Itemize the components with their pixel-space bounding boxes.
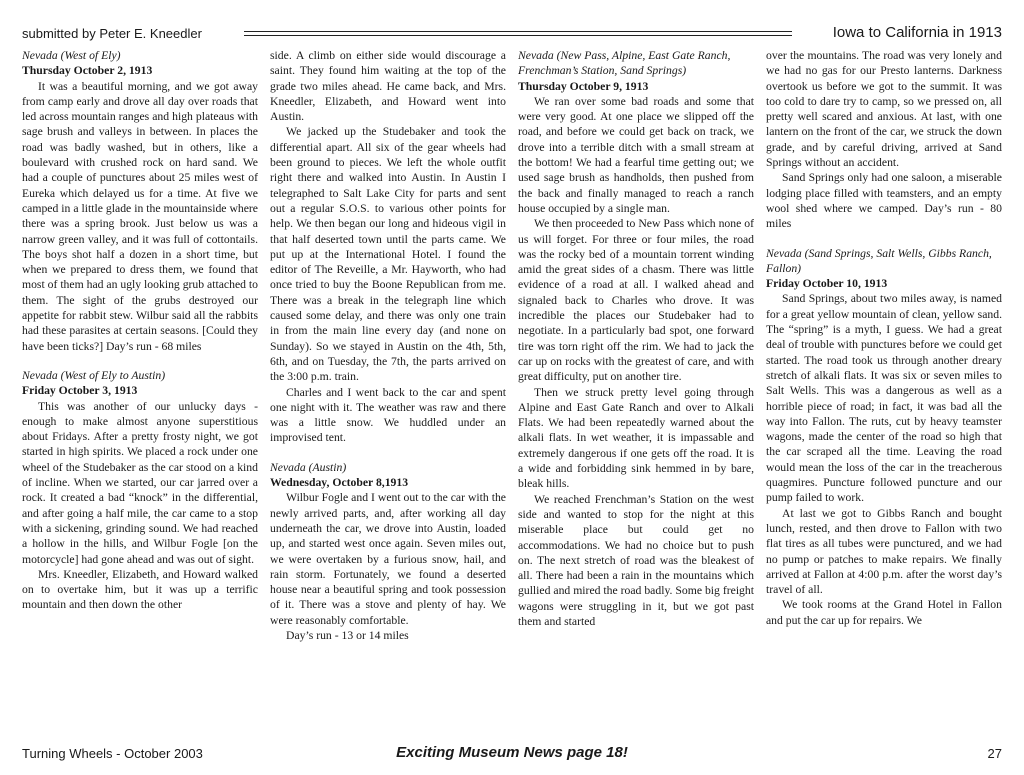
section-gap [270, 446, 506, 460]
page-number: 27 [987, 746, 1002, 761]
entry-date: Thursday October 2, 1913 [22, 64, 153, 78]
section-gap [22, 354, 258, 368]
section-heading: Nevada (Austin) [270, 460, 347, 474]
paragraph: Wilbur Fogle and I went out to the car with the newly arrived parts, and, after working all day underneath the car, we drove into Austin, loaded up, and started west once again. Seven miles out, we were overtaken by a furious snow, hail, and rain storm. Fortunately, we found a deserted house near a beautiful spring and took possession of it. There was a stove and plenty of hay. We were reasonably comfortable. [270, 491, 506, 627]
page-header [22, 24, 1002, 44]
paragraph: Charles and I went back to the car and spent one night with it. The weather was raw and there was a little snow. We huddled under an improvised tent. [270, 385, 506, 445]
entry-date: Friday October 3, 1913 [22, 384, 138, 398]
paragraph: This was another of our unlucky days - enough to make almost anyone superstitious about Fridays. After a pretty frosty night, we got started in high spirits. We placed a rock under one wheel of the Studebaker as the car stood on a kind of incline. When we started, our car jarred over a rock. It created a bad “knock” in the differential, and after going a half mile, the car came to a stop with a sickening, grinding sound. We had reached a hollow in the hills, and Wilbur Fogle [on the motorcycle] had gone ahead and was out of sight. [22, 399, 258, 566]
paragraph: We reached Frenchman’s Station on the west side and wanted to stop for the night at this miserable place but could get no accommodations. We had no choice but to push on. The next stretch of road was the bleakest of all. There had been a rain in the mountains which gullied and mired the road badly. Some big freight wagons were struggling in it, but we got past them and started [518, 492, 754, 628]
paragraph: We ran over some bad roads and some that were very good. At one place we slipped off the road, and before we could get back on track, we drove into a terrible ditch with a small stream at the bottom! We had a fearful time getting out; we used sage brush as handholds, then pushed from the back and finally managed to reach a ranch house occupied by a single man. [518, 94, 754, 215]
column-2 [270, 48, 506, 730]
section-heading: Nevada (West of Ely to Austin) [22, 368, 166, 382]
entry-date: Friday October 10, 1913 [766, 277, 888, 291]
footer-tagline: Exciting Museum News page 18! [396, 744, 628, 761]
article-body [22, 48, 1002, 730]
page-footer [22, 744, 1002, 764]
author-credit: submitted by Peter E. Kneedler [22, 26, 202, 41]
paragraph: We then proceeded to New Pass which none of us will forget. For three or four miles, the road was the rocky bed of a mountain torrent winding amid the great sides of a chasm. There was little evidence of a road at all. I walked ahead and signaled back to Charles who drove. It was incredible the places our Studebaker had to negotiate. In a particularly bad spot, one forward tire was torn right off the rim. We had to jack the car up on rocks with the greatest of care, and with great difficulty, put on another tire. [518, 217, 754, 384]
article-title: Iowa to California in 1913 [832, 24, 1002, 41]
paragraph: We jacked up the Studebaker and took the differential apart. All six of the gear wheels had been ground to pieces. We left the whole outfit right there and walked into Austin. In Austin I telegraphed to Salt Lake City for parts and sent out a regular S.O.S. to various other points for help. We then began our long and hideous vigil in that half deserted town until the parts came. We put up at the International Hotel. I found the editor of The Reveille, a Mr. Hayworth, who had once tried to buy the Boone Republican from me. There was a break in the telegraph line which caused some delay, and there was only one train in from the main line every day (and none on Sunday). So we stayed in Austin on the 4th, 5th, 6th, and on Tuesday, the 7th, the parts arrived on the 3:00 p.m. train. [270, 125, 506, 384]
entry-date: Wednesday, October 8,1913 [270, 476, 409, 490]
column-4 [766, 48, 1002, 730]
column-1 [22, 48, 258, 730]
section-heading: Nevada (Sand Springs, Salt Wells, Gibbs Ranch, Fallon) [766, 246, 992, 275]
header-rule-top [244, 31, 792, 32]
header-rule-bottom [244, 35, 792, 36]
paragraph: Mrs. Kneedler, Elizabeth, and Howard walked on to overtake him, but it was up a terrific mountain and then down the other [22, 567, 258, 612]
paragraph: Sand Springs, about two miles away, is named for a great yellow mountain of clean, yellow sand. The “spring” is a myth, I guess. We had a great deal of trouble with punctures before we could get started. The road took us through another dreary stretch of alkali flats. It was six or seven miles to Salt Wells. This was a dangerous as well as a horrible piece of road; in fact, it was bad all the way into Fallon. The ruts, cut by heavy teamster wagons, made the center of the road so high that the car scraped all the time. Leaving the road would mean the loss of the car in the treacherous quagmires. Puncture followed puncture and our pump failed to work. [766, 292, 1002, 505]
section-heading: Nevada (West of Ely) [22, 49, 121, 62]
section-heading: Nevada (New Pass, Alpine, East Gate Ranch, Frenchman’s Station, Sand Springs) [518, 49, 731, 78]
section-gap [766, 232, 1002, 246]
column-3 [518, 48, 754, 730]
paragraph: Then we struck pretty level going through Alpine and East Gate Ranch and over to Alkali Flats. We had been repeatedly warned about the alkali flats. In wet weather, it is impassable and extremely dangerous if one gets off the road. It is a wide and forbidding sink hemmed in by bare, bleak hills. [518, 385, 754, 491]
paragraph-continued: over the mountains. The road was very lonely and we had no gas for our Presto lanterns. Darkness overtook us before we got to the summit. It was too cold to dare try to camp, so we pressed on, all pretty well scared and anxious. At last, with one lantern on the front of the car, we struck the down grade, and by careful driving, arrived at Sand Springs without an accident. [766, 49, 1002, 170]
paragraph: It was a beautiful morning, and we got away from camp early and drove all day over roads that led across mountain ranges and high plateaus with sage brush and valleys in between. In places the road was badly washed, but in others, like a boulevard with crushed rock on hard sand. We had a couple of punctures about 25 miles west of Eureka which delayed us for a time. At five we camped in a little glade in the mountainside where there was a spring brook. Just below us was a narrow green valley, and it was full of cottontails. The boys shot half a dozen in a short time, but when we prepared to dress them, we found that most of them had an ugly looking grub attached to them. The sight of the grubs destroyed our appetite for rabbit stew. Wilbur said all the rabbits had these parasites at certain seasons. [Could they have been ticks?] Day’s run - 68 miles [22, 79, 258, 353]
entry-date: Thursday October 9, 1913 [518, 79, 649, 93]
paragraph: Day’s run - 13 or 14 miles [286, 628, 409, 642]
publication-issue: Turning Wheels - October 2003 [22, 746, 203, 761]
paragraph: Sand Springs only had one saloon, a miserable lodging place filled with teamsters, and an empty wool shed where we camped. Day’s run - 80 miles [766, 171, 1002, 231]
paragraph: At last we got to Gibbs Ranch and bought lunch, rested, and then drove to Fallon with two flat tires as all tubes were punctured, and we had no pump or patches to make repairs. We finally arrived at Fallon at 4:00 p.m. after the worst day’s travel of all. [766, 506, 1002, 597]
paragraph: We took rooms at the Grand Hotel in Fallon and put the car up for repairs. We [766, 598, 1002, 627]
paragraph-continued: side. A climb on either side would discourage a saint. They found him waiting at the top of the grade two miles ahead. He came back, and Mrs. Kneedler, Elizabeth, and Howard went into Austin. [270, 49, 506, 124]
